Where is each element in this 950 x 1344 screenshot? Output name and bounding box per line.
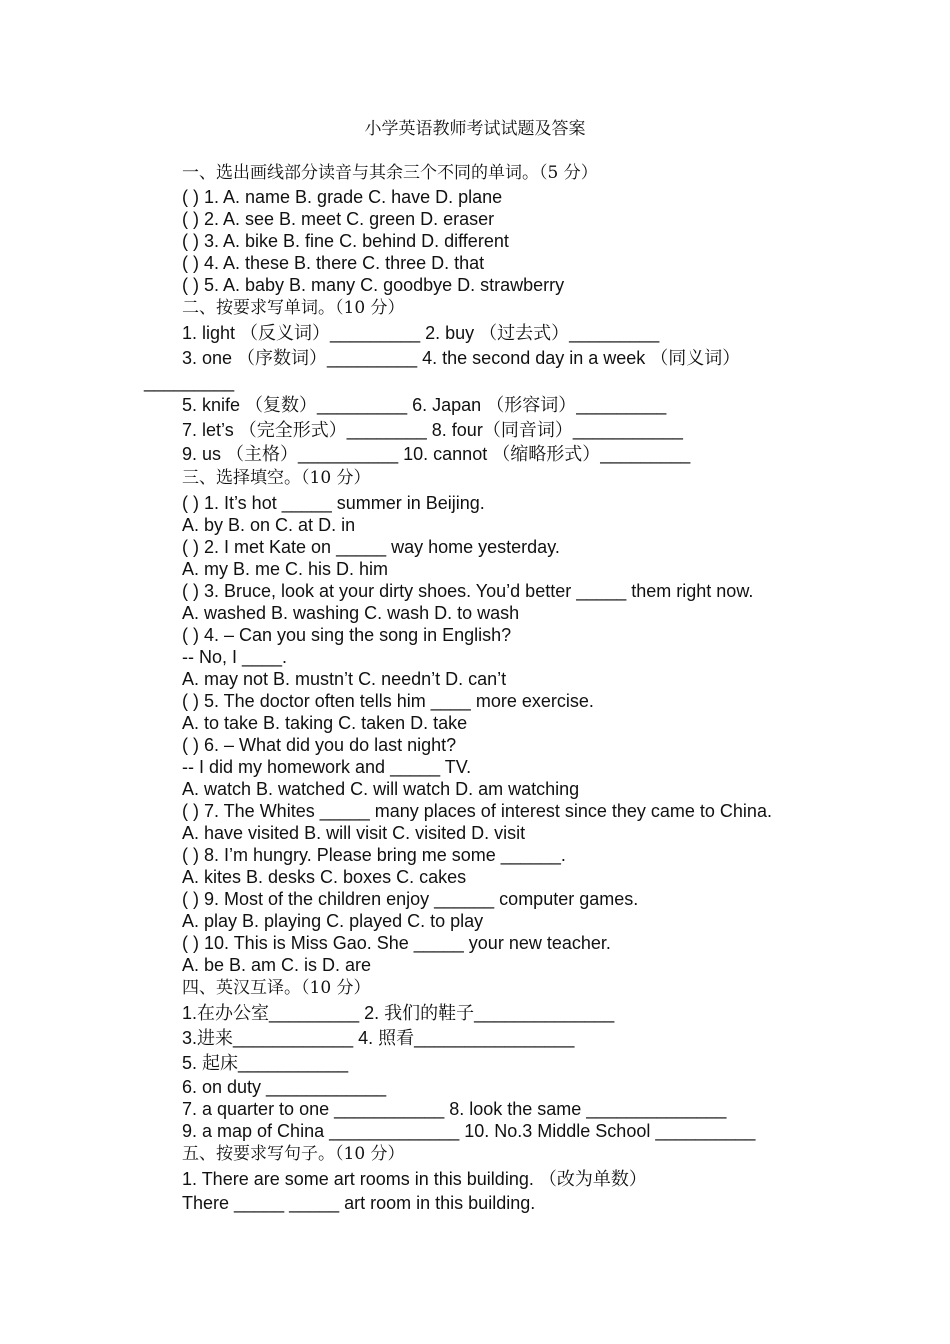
question-line: ( ) 5. The doctor often tells him ____ more exercise. (182, 691, 594, 711)
question-line: ( ) 2. A. see B. meet C. green D. eraser (182, 209, 495, 229)
question-line: ( ) 3. A. bike B. fine C. behind D. different (182, 231, 509, 251)
question-line: 5. 起床___________ (182, 1053, 349, 1073)
question-line: -- No, I ____. (182, 647, 288, 667)
options-line: A. have visited B. will visit C. visited D. visit (182, 823, 526, 843)
question-line: There _____ _____ art room in this building. (182, 1193, 536, 1213)
question-line: 7. a quarter to one ___________ 8. look the same ______________ (182, 1099, 727, 1119)
options-line: A. watch B. watched C. will watch D. am watching (182, 779, 580, 799)
question-line: ( ) 2. I met Kate on _____ way home yesterday. (182, 537, 560, 557)
question-line: 1. There are some art rooms in this building. （改为单数） (182, 1169, 647, 1189)
options-line: A. to take B. taking C. taken D. take (182, 713, 468, 733)
question-line: ( ) 10. This is Miss Gao. She _____ your new teacher. (182, 933, 611, 953)
question-line: 7. let’s （完全形式）________ 8. four（同音词）___________ (182, 420, 683, 440)
options-line: A. be B. am C. is D. are (182, 955, 372, 975)
section-4-heading: 四、英汉互译。（10 分） (182, 978, 371, 998)
options-line: A. may not B. mustn’t C. needn’t D. can’t (182, 669, 507, 689)
answer-blank-overflow: _________ (144, 372, 235, 392)
question-line: 1. light （反义词）_________ 2. buy （过去式）_________ (182, 323, 660, 343)
options-line: A. washed B. washing C. wash D. to wash (182, 603, 520, 623)
section-1-heading: 一、选出画线部分读音与其余三个不同的单词。（5 分） (182, 163, 598, 183)
question-line: 3. one （序数词）_________ 4. the second day in a week （同义词） (182, 348, 741, 368)
question-line: 3.进来____________ 4. 照看________________ (182, 1028, 575, 1048)
question-line: -- I did my homework and _____ TV. (182, 757, 472, 777)
options-line: A. my B. me C. his D. him (182, 559, 389, 579)
question-line: ( ) 3. Bruce, look at your dirty shoes. You’d better _____ them right now. (182, 581, 754, 601)
question-line: 9. us （主格）__________ 10. cannot （缩略形式）_________ (182, 444, 691, 464)
options-line: A. kites B. desks C. boxes C. cakes (182, 867, 467, 887)
question-line: ( ) 4. – Can you sing the song in English? (182, 625, 512, 645)
question-line: 9. a map of China _____________ 10. No.3 Middle School __________ (182, 1121, 756, 1141)
question-line: ( ) 1. It’s hot _____ summer in Beijing. (182, 493, 485, 513)
section-2-heading: 二、按要求写单词。（10 分） (182, 298, 405, 318)
question-line: ( ) 4. A. these B. there C. three D. that (182, 253, 485, 273)
question-line: ( ) 5. A. baby B. many C. goodbye D. strawberry (182, 275, 565, 295)
question-line: ( ) 8. I’m hungry. Please bring me some ______. (182, 845, 566, 865)
question-line: 5. knife （复数）_________ 6. Japan （形容词）_________ (182, 395, 667, 415)
section-3-heading: 三、选择填空。（10 分） (182, 468, 371, 488)
question-line: 6. on duty ____________ (182, 1077, 387, 1097)
question-line: 1.在办公室_________ 2. 我们的鞋子______________ (182, 1003, 615, 1023)
question-line: ( ) 1. A. name B. grade C. have D. plane (182, 187, 503, 207)
question-line: ( ) 9. Most of the children enjoy ______ computer games. (182, 889, 639, 909)
question-line: ( ) 7. The Whites _____ many places of interest since they came to China. (182, 801, 772, 821)
section-5-heading: 五、按要求写句子。（10 分） (182, 1144, 405, 1164)
options-line: A. by B. on C. at D. in (182, 515, 356, 535)
options-line: A. play B. playing C. played C. to play (182, 911, 484, 931)
question-line: ( ) 6. – What did you do last night? (182, 735, 457, 755)
page-title: 小学英语教师考试试题及答案 (364, 119, 586, 139)
